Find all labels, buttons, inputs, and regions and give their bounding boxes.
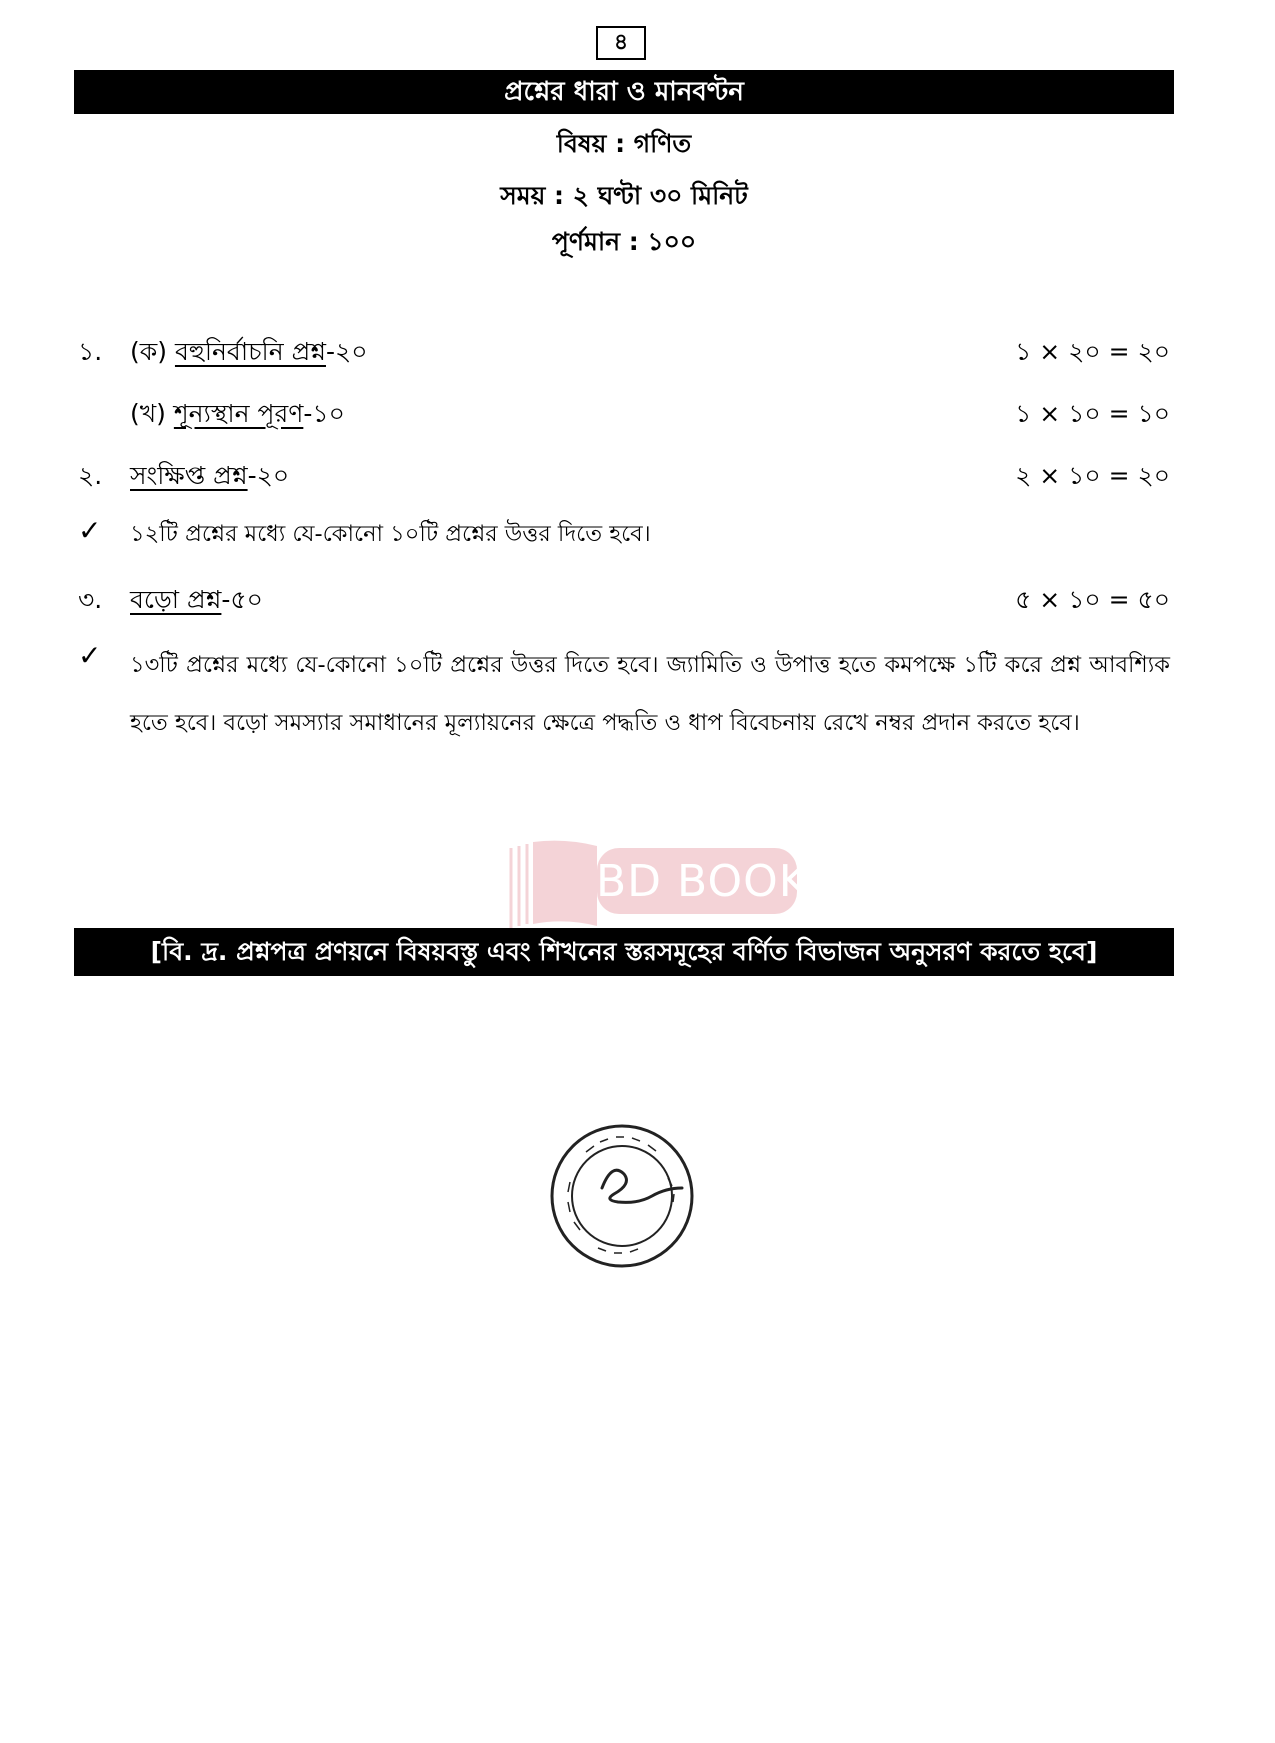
item-title: সংক্ষিপ্ত প্রশ্ন (130, 461, 248, 490)
item-label (130, 580, 263, 623)
long-question-note: ১৩টি প্রশ্নের মধ্যে যে-কোনো ১০টি প্রশ্নের উত্তর দিতে হবে। জ্যামিতি ও উপাত্ত হতে কমপক্ষে ১টি করে প্রশ্ন আবশ্যিক হতে হবে। বড়ো সমস্যার সমাধানের মূল্যায়নের ক্ষেত্রে পদ্ধতি ও ধাপ বিবেচনায় রেখে নম্বর প্রদান করতে হবে। (130, 652, 1170, 736)
footer-note: [বি. দ্র. প্রশ্নপত্র প্রণয়নে বিষয়বস্তু এবং শিখনের স্তরসমূহের বর্ণিত বিভাজন অনুসরণ করতে হবে] (74, 928, 1174, 976)
page-number: ৪ (596, 26, 646, 60)
item-count: -২০ (247, 461, 290, 490)
official-seal (548, 1122, 696, 1270)
item-title: বড়ো প্রশ্ন (130, 585, 222, 614)
item-count: -৫০ (221, 585, 263, 614)
item-label (130, 456, 289, 499)
item-count: -১০ (303, 399, 345, 428)
item-prefix: (ক) (130, 337, 175, 366)
item-prefix: (খ) (130, 399, 174, 428)
item-score: ১ × ১০ = ১০ (1015, 399, 1170, 428)
list-item (74, 394, 1174, 430)
short-question-note: ১২টি প্রশ্নের মধ্যে যে-কোনো ১০টি প্রশ্নের উত্তর দিতে হবে। (130, 521, 651, 547)
check-icon: ✓ (78, 514, 102, 547)
item-number: ১. (78, 337, 103, 366)
item-score: ৫ × ১০ = ৫০ (1015, 585, 1170, 614)
item-score: ২ × ১০ = ২০ (1015, 461, 1170, 490)
time-line: সময় : ২ ঘণ্টা ৩০ মিনিট (500, 181, 748, 210)
watermark-text: BD BOOKS (596, 856, 838, 907)
full-marks-line: পূর্ণমান : ১০০ (551, 227, 697, 256)
list-item (74, 332, 1174, 368)
item-score: ১ × ২০ = ২০ (1015, 337, 1170, 366)
item-number: ২. (78, 461, 103, 490)
item-count: -২০ (325, 337, 368, 366)
item-label (130, 332, 368, 375)
item-title: বহুনির্বাচনি প্রশ্ন (174, 337, 326, 366)
item-number: ৩. (78, 585, 103, 614)
check-icon: ✓ (78, 639, 102, 672)
item-label (130, 394, 345, 437)
item-title: শূন্যস্থান পূরণ (173, 399, 304, 428)
list-item (74, 580, 1174, 616)
subject-line: বিষয় : গণিত (556, 129, 692, 158)
page-title: প্রশ্নের ধারা ও মানবণ্টন (74, 70, 1174, 114)
list-item (74, 456, 1174, 492)
